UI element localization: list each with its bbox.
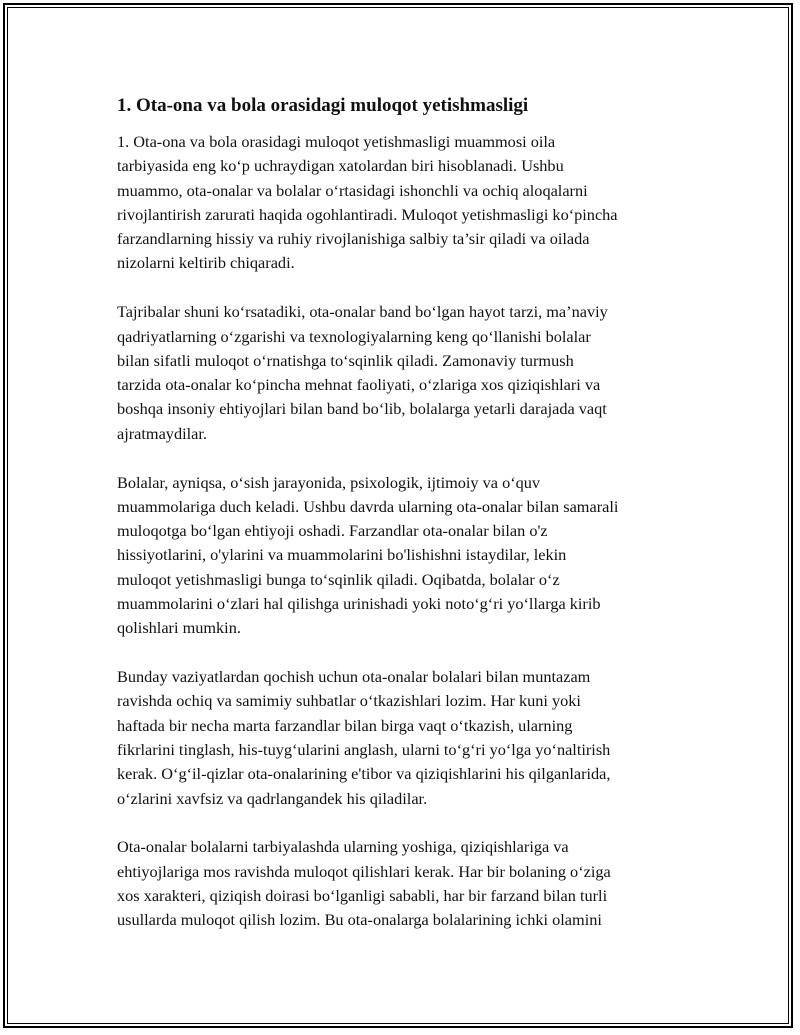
- paragraph-1: 1. Ota-ona va bola orasidagi muloqot yetishmasligi muammosi oila tarbiyasida eng ko‘p uchraydigan xatolardan biri hisoblanadi. Ushbu muammo, ota-onalar va bolalar o‘rtasidagi ishonchli va ochiq aloqalarni rivojlantirish zarurati haqida ogohlantiradi. Muloqot yetishmasligi ko‘pincha farzandlarning hissiy va ruhiy rivojlanishiga salbiy ta’sir qiladi va oilada nizolarni keltirib chiqaradi.: [117, 132, 618, 273]
- paragraph-5: Ota-onalar bolalarni tarbiyalashda ularning yoshiga, qiziqishlariga va ehtiyojlariga mos ravishda muloqot qilishlari kerak. Har bir bolaning o‘ziga xos xarakteri, qiziqish doirasi bo‘lganligi sababli, har bir farzand bilan turli usullarda muloqot qilish lozim. Bu ota-onalarga bolalarining ichki olamini: [117, 837, 611, 930]
- paragraph-4: Bunday vaziyatlardan qochish uchun ota-onalar bolalari bilan muntazam ravishda ochiq va samimiy suhbatlar o‘tkazishlari lozim. Har kuni yoki haftada bir necha marta farzandlar bilan birga vaqt o‘tkazish, ularning fikrlarini tinglash, his-tuyg‘ularini anglash, ularni to‘g‘ri yo‘lga yo‘naltirish kerak. O‘g‘il-qizlar ota-onalarining e'tibor va qiziqishlarini his qilganlarida, o‘zlarini xavfsiz va qadrlangandek his qiladilar.: [117, 667, 611, 808]
- paragraph-3: Bolalar, ayniqsa, o‘sish jarayonida, psixologik, ijtimoiy va o‘quv muammolariga duch keladi. Ushbu davrda ularning ota-onalar bilan samarali muloqotga bo‘lgan ehtiyoji oshadi. Farzandlar ota-onalar bilan o'z hissiyotlarini, o'ylarini va muammolarini bo'lishishni istaydilar, lekin muloqot yetishmasligi bunga to‘sqinlik qiladi. Oqibatda, bolalar o‘z muammolarini o‘zlari hal qilishga urinishadi yoki noto‘g‘ri yo‘llarga kirib qolishlari mumkin.: [117, 472, 619, 638]
- paragraph-2: Tajribalar shuni ko‘rsatadiki, ota-onalar band bo‘lgan hayot tarzi, ma’naviy qadriyatlarning o‘zgarishi va texnologiyalarning keng qo‘llanishi bolalar bilan sifatli muloqot o‘rnatishga to‘sqinlik qiladi. Zamonaviy turmush tarzida ota-onalar ko‘pincha mehnat faoliyati, o‘zlariga xos qiziqishlari va boshqa insoniy ehtiyojlari bilan band bo‘lib, bolalarga yetarli darajada vaqt ajratmaydilar.: [117, 302, 608, 443]
- document-title: 1. Ota-ona va bola orasidagi muloqot yetishmasligi: [117, 95, 529, 116]
- document-body: [117, 92, 689, 957]
